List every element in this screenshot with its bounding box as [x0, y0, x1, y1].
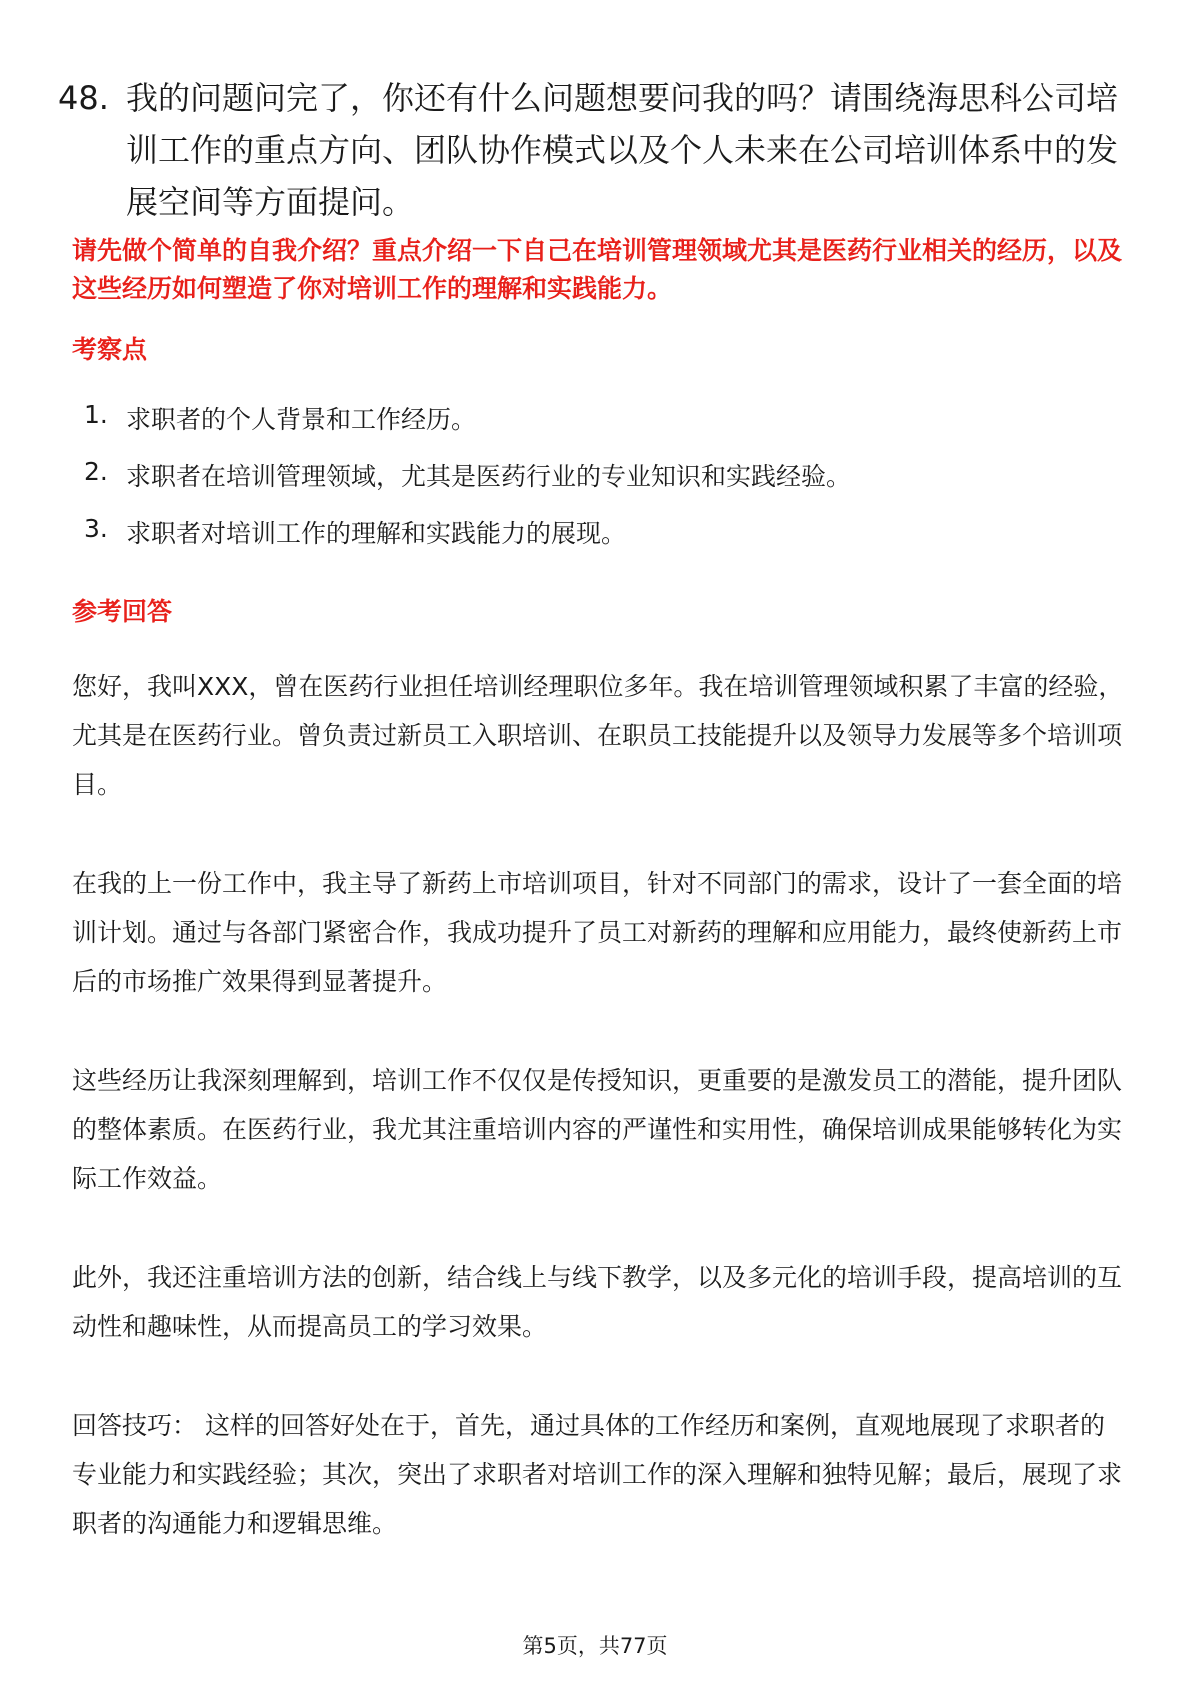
reference-heading: 参考回答: [72, 597, 173, 626]
answer-paragraph: 在我的上一份工作中，我主导了新药上市培训项目，针对不同部门的需求，设计了一套全面的培训计划。通过与各部门紧密合作，我成功提升了员工对新药的理解和应用能力，最终使新药上市后的市场推广效果得到显著提升。: [72, 869, 1123, 996]
intro-prompt: 请先做个简单的自我介绍？重点介绍一下自己在培训管理领域尤其是医药行业相关的经历，以及这些经历如何塑造了你对培训工作的理解和实践能力。: [72, 236, 1123, 303]
question-number: 48.: [58, 79, 109, 117]
list-item-number: 1.: [84, 400, 108, 429]
question-title: [58, 72, 1118, 228]
assessment-heading: 考察点: [72, 335, 148, 364]
list-item-text: 求职者的个人背景和工作经历。: [126, 405, 477, 434]
list-item-text: 求职者在培训管理领域，尤其是医药行业的专业知识和实践经验。: [126, 462, 852, 491]
list-item: [84, 400, 1124, 457]
list-item: [84, 514, 1124, 571]
answer-paragraph: 您好，我叫XXX，曾在医药行业担任培训经理职位多年。我在培训管理领域积累了丰富的经验，尤其是在医药行业。曾负责过新员工入职培训、在职员工技能提升以及领导力发展等多个培训项目。: [72, 672, 1124, 799]
reference-answer: [72, 662, 1124, 1598]
list-item: [84, 457, 1124, 514]
assessment-list: [84, 400, 1124, 571]
page-number: 第5页，共77页: [522, 1634, 668, 1658]
list-item-number: 2.: [84, 457, 108, 486]
answer-tips: 回答技巧： 这样的回答好处在于，首先，通过具体的工作经历和案例，直观地展现了求职者的专业能力和实践经验；其次，突出了求职者对培训工作的深入理解和独特见解；最后，展现了求职者的沟通能力和逻辑思维。: [72, 1411, 1123, 1538]
list-item-text: 求职者对培训工作的理解和实践能力的展现。: [126, 519, 627, 548]
list-item-number: 3.: [84, 514, 108, 543]
answer-paragraph: 这些经历让我深刻理解到，培训工作不仅仅是传授知识，更重要的是激发员工的潜能，提升团队的整体素质。在医药行业，我尤其注重培训内容的严谨性和实用性，确保培训成果能够转化为实际工作效益。: [72, 1066, 1123, 1193]
answer-paragraph: 此外，我还注重培训方法的创新，结合线上与线下教学，以及多元化的培训手段，提高培训的互动性和趣味性，从而提高员工的学习效果。: [72, 1263, 1123, 1341]
question-text: 我的问题问完了，你还有什么问题想要问我的吗？请围绕海思科公司培训工作的重点方向、团队协作模式以及个人未来在公司培训体系中的发展空间等方面提问。: [126, 79, 1119, 221]
